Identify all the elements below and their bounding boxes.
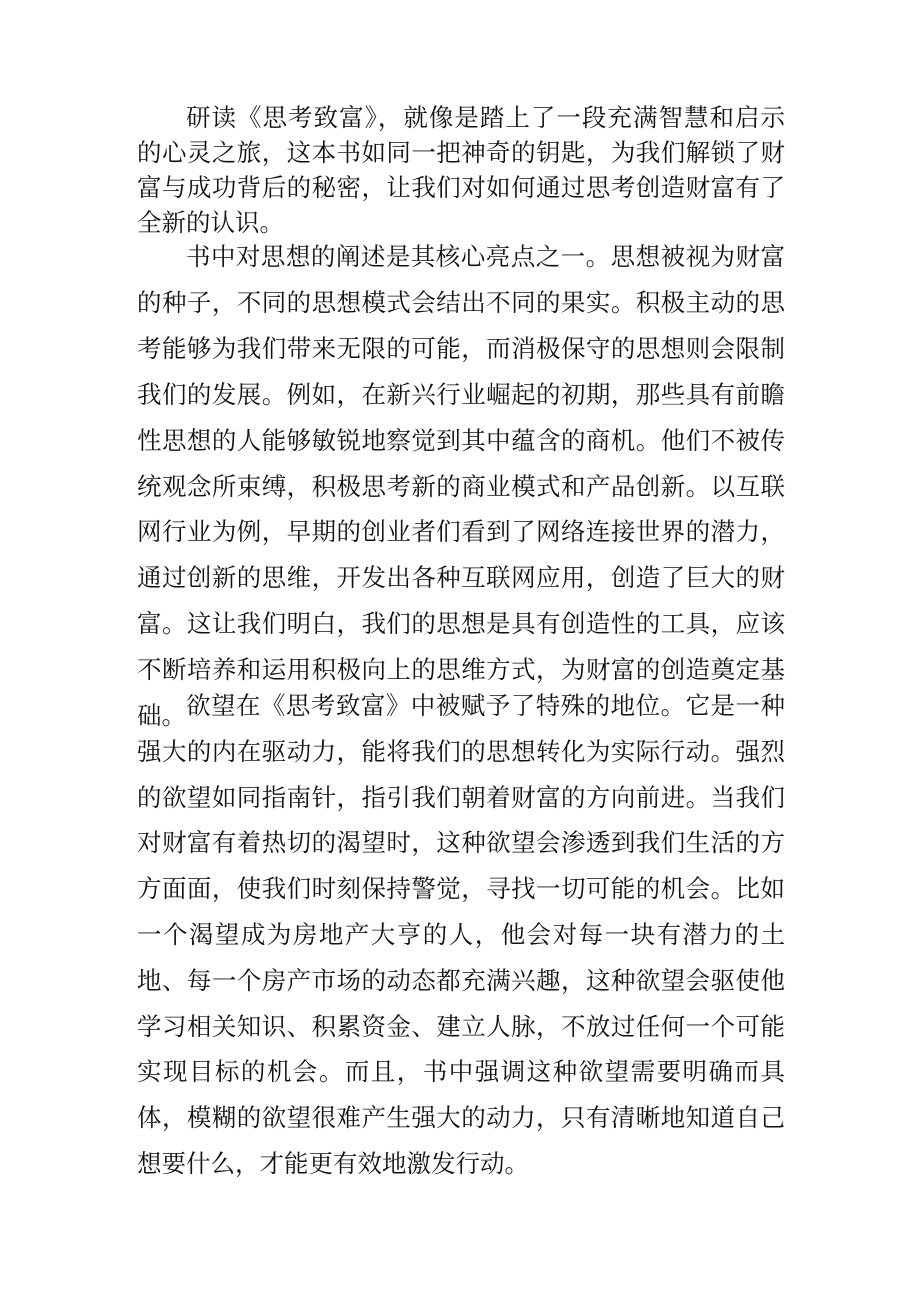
paragraph-intro: 研读《思考致富》，就像是踏上了一段充满智慧和启示的心灵之旅，这本书如同一把神奇的钥匙，为我们解锁了财富与成功背后的秘密，让我们对如何通过思考创造财富有了全新的认识。 (137, 103, 785, 237)
paragraph-thought: 书中对思想的阐述是其核心亮点之一。思想被视为财富的种子，不同的思想模式会结出不同的果实。积极主动的思考能够为我们带来无限的可能，而消极保守的思想则会限制我们的发展。例如，在新兴行业崛起的初期，那些具有前瞻性思想的人能够敏锐地察觉到其中蕴含的商机。他们不被传统观念所束缚，积极思考新的商业模式和产品创新。以互联网行业为例，早期的创业者们看到了网络连接世界的潜力，通过创新的思维，开发出各种互联网应用，创造了巨大的财富。这让我们明白，我们的思想是具有创造性的工具，应该不断培养和运用积极向上的思维方式，为财富的创造奠定基础。 (137, 242, 785, 731)
paragraph-desire: 欲望在《思考致富》中被赋予了特殊的地位。它是一种强大的内在驱动力，能将我们的思想转化为实际行动。强烈的欲望如同指南针，指引我们朝着财富的方向前进。当我们对财富有着热切的渴望时，这种欲望会渗透到我们生活的方方面面，使我们时刻保持警觉，寻找一切可能的机会。比如一个渴望成为房地产大亨的人，他会对每一块有潜力的土地、每一个房产市场的动态都充满兴趣，这种欲望会驱使他学习相关知识、积累资金、建立人脉，不放过任何一个可能实现目标的机会。而且，书中强调这种欲望需要明确而具体，模糊的欲望很难产生强大的动力，只有清晰地知道自己想要什么，才能更有效地激发行动。 (137, 691, 785, 1178)
